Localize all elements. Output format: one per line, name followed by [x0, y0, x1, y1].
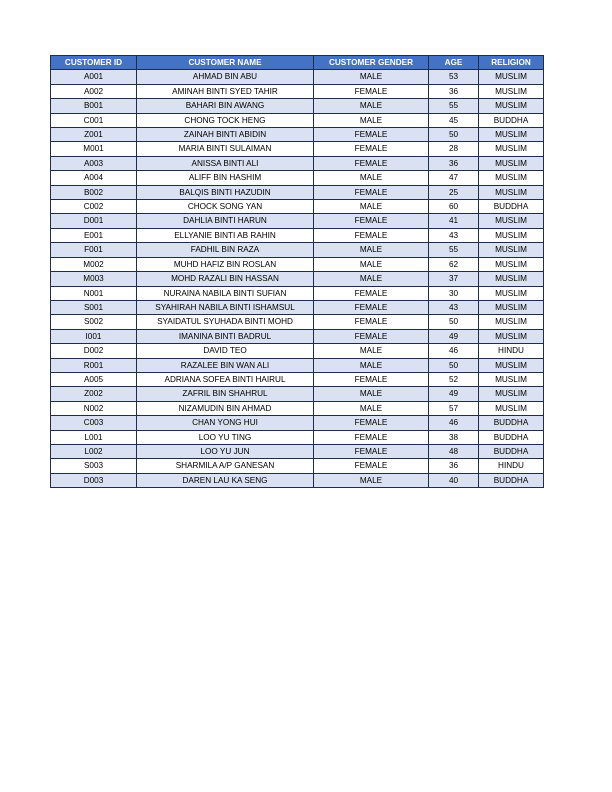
cell-religion: MUSLIM [479, 315, 544, 329]
table-row [51, 387, 544, 401]
table-row [51, 228, 544, 242]
table-row [51, 272, 544, 286]
cell-religion: MUSLIM [479, 156, 544, 170]
table-row [51, 300, 544, 314]
cell-customer-id: M001 [51, 142, 137, 156]
cell-customer-gender: FEMALE [314, 286, 429, 300]
cell-customer-gender: MALE [314, 243, 429, 257]
cell-religion: MUSLIM [479, 142, 544, 156]
cell-customer-name: CHAN YONG HUI [137, 416, 314, 430]
cell-customer-id: N002 [51, 401, 137, 415]
cell-religion: BUDDHA [479, 113, 544, 127]
table-row [51, 156, 544, 170]
cell-customer-id: I001 [51, 329, 137, 343]
cell-customer-id: S003 [51, 459, 137, 473]
cell-customer-id: E001 [51, 228, 137, 242]
cell-customer-id: D003 [51, 473, 137, 487]
header-customer-id: CUSTOMER ID [51, 56, 137, 70]
cell-customer-gender: MALE [314, 473, 429, 487]
table-row [51, 171, 544, 185]
cell-age: 37 [429, 272, 479, 286]
cell-customer-name: DAVID TEO [137, 344, 314, 358]
cell-customer-id: D002 [51, 344, 137, 358]
cell-customer-id: Z001 [51, 128, 137, 142]
cell-customer-gender: MALE [314, 171, 429, 185]
cell-customer-gender: MALE [314, 401, 429, 415]
cell-age: 43 [429, 300, 479, 314]
cell-customer-name: FADHIL BIN RAZA [137, 243, 314, 257]
cell-customer-name: AMINAH BINTI SYED TAHIR [137, 84, 314, 98]
cell-customer-gender: FEMALE [314, 185, 429, 199]
cell-age: 49 [429, 329, 479, 343]
cell-customer-gender: FEMALE [314, 329, 429, 343]
cell-customer-id: D001 [51, 214, 137, 228]
cell-customer-gender: FEMALE [314, 84, 429, 98]
cell-customer-gender: FEMALE [314, 444, 429, 458]
cell-customer-gender: MALE [314, 358, 429, 372]
cell-age: 52 [429, 372, 479, 386]
cell-customer-name: ANISSA BINTI ALI [137, 156, 314, 170]
cell-customer-name: CHOCK SONG YAN [137, 200, 314, 214]
cell-customer-id: N001 [51, 286, 137, 300]
cell-customer-id: A005 [51, 372, 137, 386]
cell-customer-name: AHMAD BIN ABU [137, 70, 314, 84]
cell-customer-id: B002 [51, 185, 137, 199]
cell-customer-name: IMANINA BINTI BADRUL [137, 329, 314, 343]
cell-customer-id: A001 [51, 70, 137, 84]
table-row [51, 372, 544, 386]
table-row [51, 315, 544, 329]
table-row [51, 459, 544, 473]
cell-age: 50 [429, 358, 479, 372]
cell-religion: MUSLIM [479, 329, 544, 343]
cell-religion: MUSLIM [479, 286, 544, 300]
cell-age: 40 [429, 473, 479, 487]
cell-customer-gender: FEMALE [314, 300, 429, 314]
cell-religion: MUSLIM [479, 272, 544, 286]
cell-age: 36 [429, 156, 479, 170]
cell-customer-id: C001 [51, 113, 137, 127]
cell-customer-id: A004 [51, 171, 137, 185]
table-row [51, 358, 544, 372]
cell-customer-id: Z002 [51, 387, 137, 401]
cell-religion: MUSLIM [479, 128, 544, 142]
cell-religion: MUSLIM [479, 171, 544, 185]
cell-customer-name: MOHD RAZALI BIN HASSAN [137, 272, 314, 286]
table-row [51, 329, 544, 343]
cell-customer-gender: FEMALE [314, 228, 429, 242]
cell-religion: MUSLIM [479, 257, 544, 271]
cell-customer-gender: MALE [314, 70, 429, 84]
cell-customer-gender: MALE [314, 257, 429, 271]
cell-customer-name: SYAHIRAH NABILA BINTI ISHAMSUL [137, 300, 314, 314]
cell-customer-gender: MALE [314, 99, 429, 113]
cell-customer-gender: MALE [314, 200, 429, 214]
cell-customer-id: F001 [51, 243, 137, 257]
cell-age: 62 [429, 257, 479, 271]
cell-customer-id: B001 [51, 99, 137, 113]
cell-age: 53 [429, 70, 479, 84]
table-row [51, 444, 544, 458]
table-row [51, 142, 544, 156]
cell-religion: HINDU [479, 344, 544, 358]
table-row [51, 128, 544, 142]
cell-customer-gender: MALE [314, 113, 429, 127]
table-row [51, 214, 544, 228]
cell-customer-name: DAHLIA BINTI HARUN [137, 214, 314, 228]
cell-customer-name: LOO YU JUN [137, 444, 314, 458]
cell-age: 45 [429, 113, 479, 127]
cell-customer-id: C003 [51, 416, 137, 430]
cell-religion: MUSLIM [479, 99, 544, 113]
cell-religion: HINDU [479, 459, 544, 473]
cell-age: 57 [429, 401, 479, 415]
cell-customer-id: L002 [51, 444, 137, 458]
cell-religion: MUSLIM [479, 387, 544, 401]
cell-religion: BUDDHA [479, 416, 544, 430]
cell-religion: MUSLIM [479, 185, 544, 199]
table-row [51, 200, 544, 214]
cell-customer-name: MARIA BINTI SULAIMAN [137, 142, 314, 156]
cell-customer-id: A002 [51, 84, 137, 98]
cell-customer-gender: FEMALE [314, 459, 429, 473]
cell-customer-name: ZAFRIL BIN SHAHRUL [137, 387, 314, 401]
table-row [51, 84, 544, 98]
cell-customer-gender: MALE [314, 272, 429, 286]
cell-religion: MUSLIM [479, 358, 544, 372]
table-row [51, 401, 544, 415]
cell-customer-gender: FEMALE [314, 156, 429, 170]
header-customer-gender: CUSTOMER GENDER [314, 56, 429, 70]
cell-customer-name: ALIFF BIN HASHIM [137, 171, 314, 185]
cell-customer-gender: FEMALE [314, 416, 429, 430]
cell-customer-gender: FEMALE [314, 372, 429, 386]
cell-customer-name: SYAIDATUL SYUHADA BINTI MOHD [137, 315, 314, 329]
cell-customer-id: S002 [51, 315, 137, 329]
cell-customer-name: BALQIS BINTI HAZUDIN [137, 185, 314, 199]
cell-customer-gender: FEMALE [314, 142, 429, 156]
cell-customer-gender: MALE [314, 387, 429, 401]
cell-religion: MUSLIM [479, 70, 544, 84]
cell-age: 36 [429, 84, 479, 98]
cell-customer-id: C002 [51, 200, 137, 214]
cell-customer-name: ADRIANA SOFEA BINTI HAIRUL [137, 372, 314, 386]
header-religion: RELIGION [479, 56, 544, 70]
table-header-row [51, 56, 544, 70]
table-row [51, 344, 544, 358]
table-row [51, 257, 544, 271]
table-row [51, 99, 544, 113]
cell-customer-name: RAZALEE BIN WAN ALI [137, 358, 314, 372]
cell-age: 28 [429, 142, 479, 156]
cell-religion: BUDDHA [479, 200, 544, 214]
cell-religion: BUDDHA [479, 473, 544, 487]
cell-customer-name: ELLYANIE BINTI AB RAHIN [137, 228, 314, 242]
cell-age: 50 [429, 128, 479, 142]
cell-age: 36 [429, 459, 479, 473]
cell-customer-name: ZAINAH BINTI ABIDIN [137, 128, 314, 142]
cell-age: 30 [429, 286, 479, 300]
cell-age: 46 [429, 344, 479, 358]
header-age: AGE [429, 56, 479, 70]
cell-age: 50 [429, 315, 479, 329]
cell-customer-id: S001 [51, 300, 137, 314]
cell-age: 55 [429, 243, 479, 257]
cell-religion: MUSLIM [479, 300, 544, 314]
cell-religion: MUSLIM [479, 84, 544, 98]
cell-age: 25 [429, 185, 479, 199]
cell-customer-name: CHONG TOCK HENG [137, 113, 314, 127]
cell-customer-id: M002 [51, 257, 137, 271]
table-row [51, 243, 544, 257]
cell-customer-gender: FEMALE [314, 214, 429, 228]
cell-religion: MUSLIM [479, 372, 544, 386]
cell-age: 48 [429, 444, 479, 458]
table-row [51, 430, 544, 444]
cell-customer-id: L001 [51, 430, 137, 444]
cell-religion: MUSLIM [479, 214, 544, 228]
cell-age: 49 [429, 387, 479, 401]
cell-age: 47 [429, 171, 479, 185]
cell-religion: MUSLIM [479, 401, 544, 415]
cell-customer-gender: FEMALE [314, 430, 429, 444]
cell-customer-name: MUHD HAFIZ BIN ROSLAN [137, 257, 314, 271]
table-row [51, 70, 544, 84]
cell-customer-gender: FEMALE [314, 315, 429, 329]
cell-customer-gender: FEMALE [314, 128, 429, 142]
cell-religion: MUSLIM [479, 228, 544, 242]
cell-customer-name: NIZAMUDIN BIN AHMAD [137, 401, 314, 415]
cell-age: 38 [429, 430, 479, 444]
cell-customer-name: SHARMILA A/P GANESAN [137, 459, 314, 473]
header-customer-name: CUSTOMER NAME [137, 56, 314, 70]
cell-customer-name: NURAINA NABILA BINTI SUFIAN [137, 286, 314, 300]
cell-customer-id: R001 [51, 358, 137, 372]
customer-table [50, 55, 544, 488]
cell-religion: BUDDHA [479, 430, 544, 444]
table-row [51, 416, 544, 430]
cell-customer-name: LOO YU TING [137, 430, 314, 444]
cell-customer-gender: MALE [314, 344, 429, 358]
cell-customer-name: BAHARI BIN AWANG [137, 99, 314, 113]
cell-age: 55 [429, 99, 479, 113]
cell-age: 41 [429, 214, 479, 228]
table-body [51, 70, 544, 488]
table-row [51, 185, 544, 199]
cell-age: 46 [429, 416, 479, 430]
cell-customer-name: DAREN LAU KA SENG [137, 473, 314, 487]
cell-age: 60 [429, 200, 479, 214]
table-row [51, 113, 544, 127]
cell-age: 43 [429, 228, 479, 242]
cell-customer-id: A003 [51, 156, 137, 170]
cell-customer-id: M003 [51, 272, 137, 286]
table-row [51, 473, 544, 487]
cell-religion: BUDDHA [479, 444, 544, 458]
table-row [51, 286, 544, 300]
cell-religion: MUSLIM [479, 243, 544, 257]
